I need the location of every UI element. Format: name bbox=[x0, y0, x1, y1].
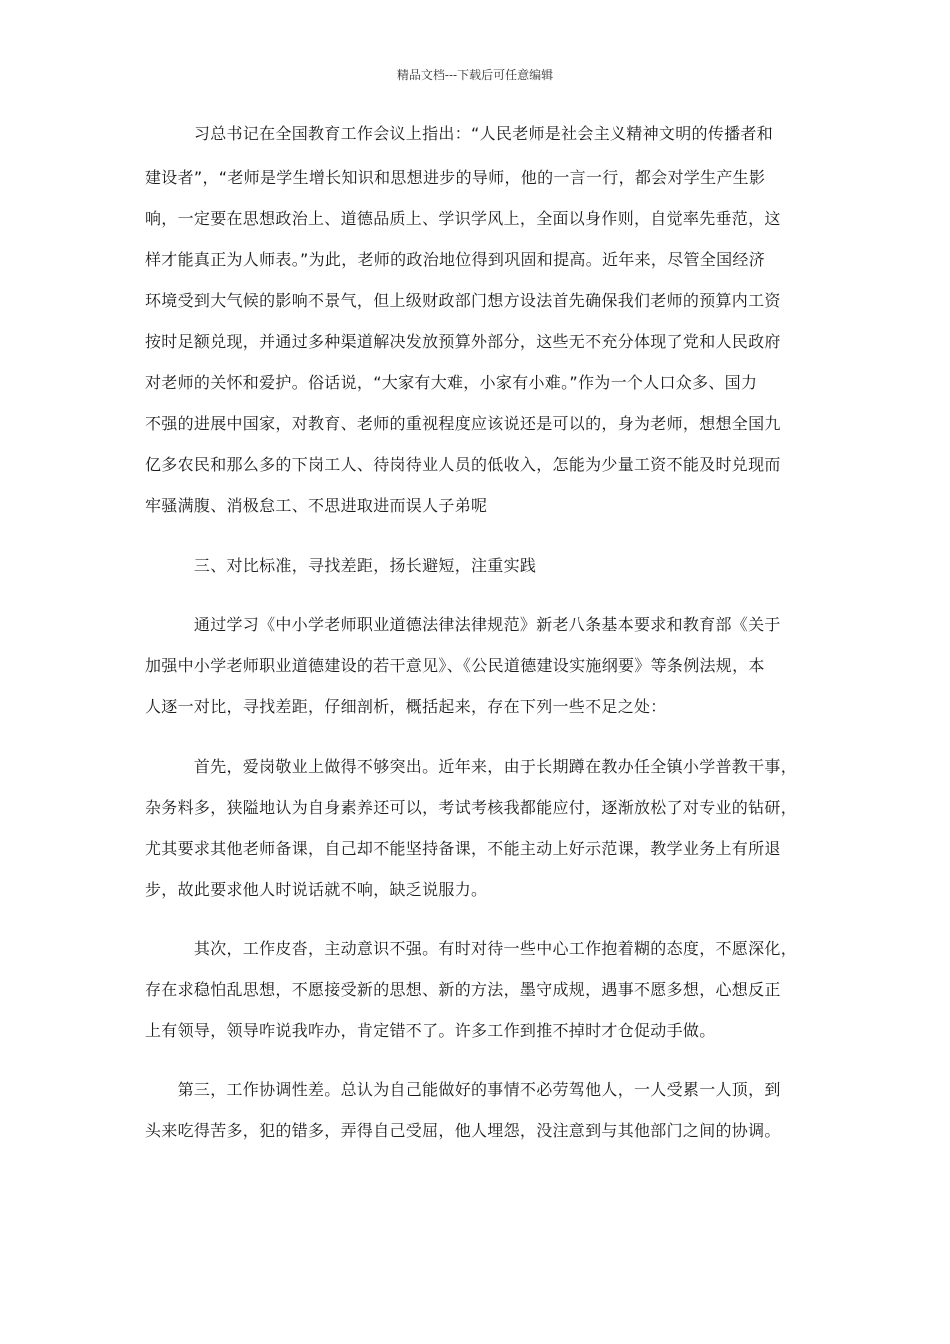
text-line: 杂务料多，狭隘地认为自身素养还可以，考试考核我都能应付，逐渐放松了对专业的钻研， bbox=[145, 798, 798, 817]
text-line: 按时足额兑现，并通过多种渠道解决发放预算外部分，这些无不充分体现了党和人民政府 bbox=[145, 332, 781, 351]
text-line: 亿多农民和那么多的下岗工人、待岗待业人员的低收入，怎能为少量工资不能及时兑现而 bbox=[145, 455, 781, 474]
section-heading: 三、对比标准，寻找差距，扬长避短，注重实践 bbox=[145, 556, 537, 575]
text-line: 样才能真正为人师表。”为此，老师的政治地位得到巩固和提高。近年来，尽管全国经济 bbox=[145, 250, 765, 269]
text-line: 通过学习《中小学老师职业道德法律法律规范》新老八条基本要求和教育部《关于 bbox=[145, 615, 781, 634]
text-line: 其次，工作皮沓，主动意识不强。有时对待一些中心工作抱着糊的态度，不愿深化， bbox=[145, 939, 798, 958]
text-line: 牢骚满腹、消极怠工、不思进取进而误人子弟呢 bbox=[145, 496, 488, 515]
text-line: 头来吃得苦多，犯的错多，弄得自己受屈，他人埋怨，没注意到与其他部门之间的协调。 bbox=[145, 1121, 781, 1140]
text-line: 首先，爱岗敬业上做得不够突出。近年来，由于长期蹲在教办任全镇小学普教干事， bbox=[145, 757, 798, 776]
text-line: 不强的进展中国家，对教育、老师的重视程度应该说还是可以的，身为老师，想想全国九 bbox=[145, 414, 781, 433]
text-line: 上有领导，领导咋说我咋办，肯定错不了。许多工作到推不掉时才仓促动手做。 bbox=[145, 1021, 716, 1040]
text-line: 第三，工作协调性差。总认为自己能做好的事情不必劳驾他人，一人受累一人顶，到 bbox=[145, 1080, 781, 1099]
text-line: 加强中小学老师职业道德建设的若干意见》、《公民道德建设实施纲要》等条例法规，本 bbox=[145, 656, 765, 675]
text-line: 环境受到大气候的影响不景气，但上级财政部门想方设法首先确保我们老师的预算内工资 bbox=[145, 291, 781, 310]
text-line: 人逐一对比，寻找差距，仔细剖析，概括起来，存在下列一些不足之处： bbox=[145, 697, 667, 716]
page-header: 精品文档---下载后可任意编辑 bbox=[396, 68, 554, 82]
text-line: 步，故此要求他人时说话就不响，缺乏说服力。 bbox=[145, 880, 488, 899]
text-line: 响，一定要在思想政治上、道德品质上、学识学风上，全面以身作则，自觉率先垂范，这 bbox=[145, 209, 781, 228]
text-line: 习总书记在全国教育工作会议上指出：“人民老师是社会主义精神文明的传播者和 bbox=[145, 124, 773, 143]
text-line: 尤其要求其他老师备课，自己却不能坚持备课，不能主动上好示范课，教学业务上有所退 bbox=[145, 839, 781, 858]
text-line: 存在求稳怕乱思想，不愿接受新的思想、新的方法，墨守成规，遇事不愿多想，心想反正 bbox=[145, 980, 781, 999]
text-line: 建设者”，“老师是学生增长知识和思想进步的导师，他的一言一行，都会对学生产生影 bbox=[145, 168, 766, 187]
text-line: 对老师的关怀和爱护。俗话说，“大家有大难，小家有小难。”作为一个人口众多、国力 bbox=[145, 373, 758, 392]
